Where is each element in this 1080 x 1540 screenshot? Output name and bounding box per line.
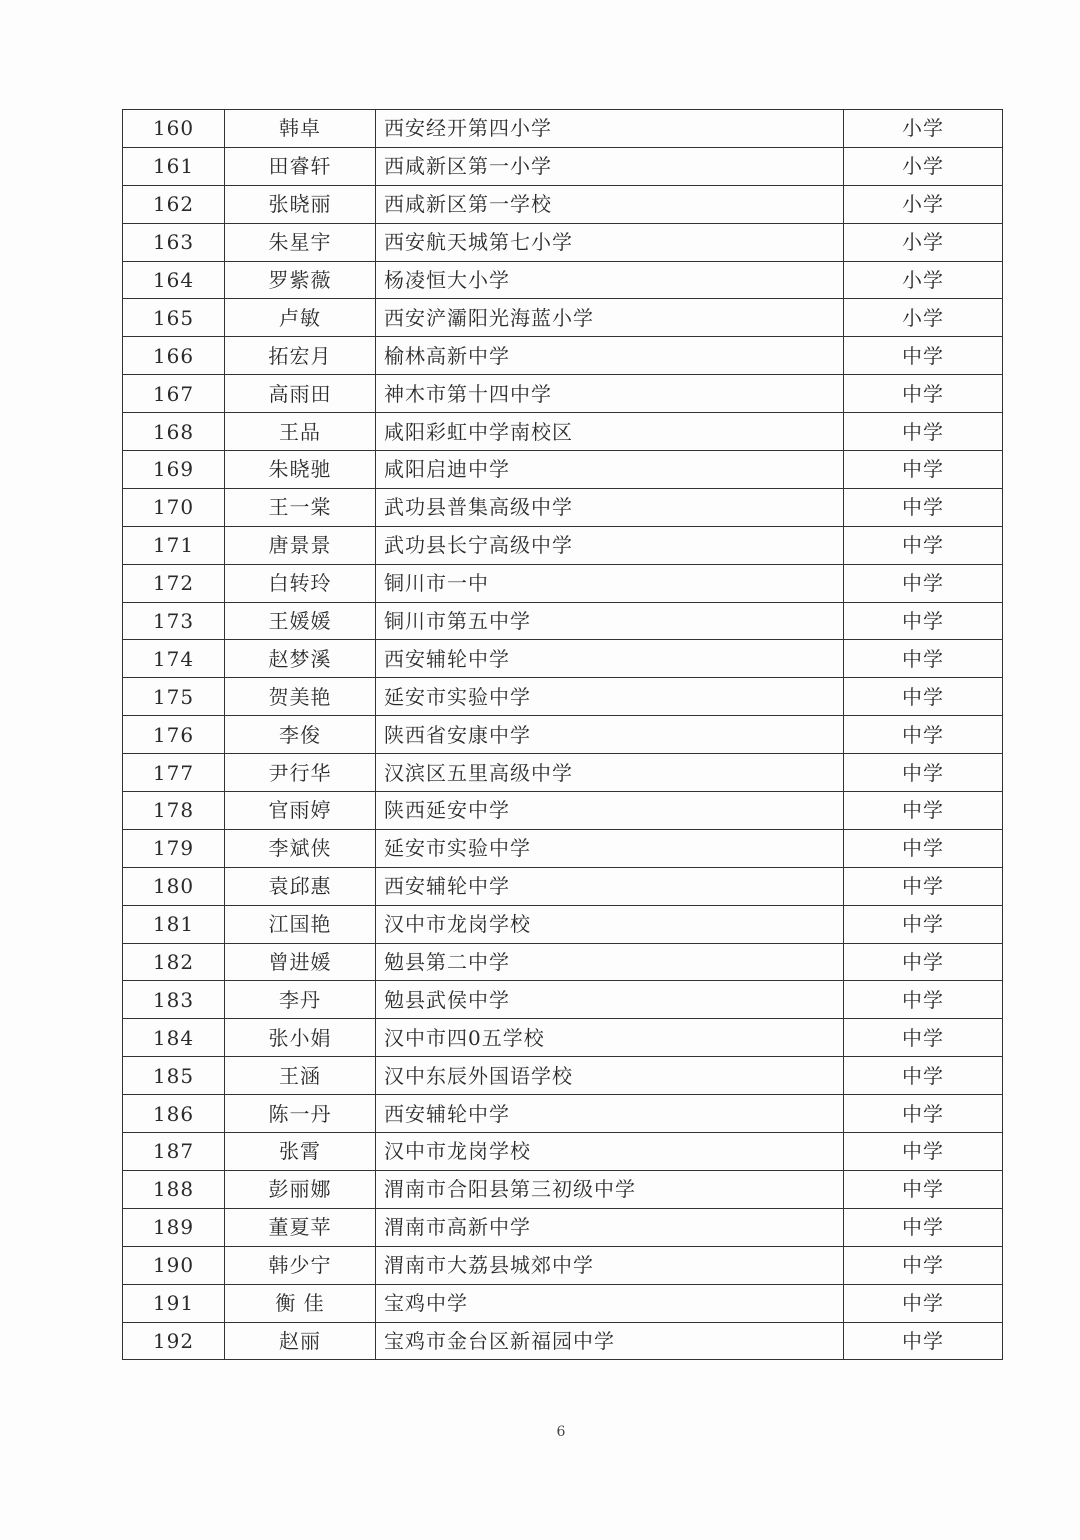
school-cell: 宝鸡中学	[376, 1284, 844, 1322]
school-cell: 西咸新区第一学校	[376, 185, 844, 223]
school-cell: 杨凌恒大小学	[376, 261, 844, 299]
table-row	[123, 792, 1003, 830]
table-row	[123, 1095, 1003, 1133]
row-number-cell: 162	[123, 185, 225, 223]
school-cell: 勉县武侯中学	[376, 981, 844, 1019]
name-cell: 唐景景	[225, 526, 376, 564]
row-number-cell: 184	[123, 1019, 225, 1057]
school-cell: 汉滨区五里高级中学	[376, 754, 844, 792]
row-number-cell: 161	[123, 147, 225, 185]
row-number-cell: 182	[123, 943, 225, 981]
level-cell: 中学	[844, 1322, 1003, 1360]
name-cell: 韩少宁	[225, 1246, 376, 1284]
row-number-cell: 168	[123, 413, 225, 451]
name-cell: 李斌侠	[225, 829, 376, 867]
page-number: 6	[556, 1424, 566, 1440]
row-number-cell: 190	[123, 1246, 225, 1284]
table-row	[123, 1246, 1003, 1284]
name-cell: 高雨田	[225, 375, 376, 413]
table-row	[123, 754, 1003, 792]
table-row	[123, 1019, 1003, 1057]
table-row	[123, 488, 1003, 526]
row-number-cell: 188	[123, 1170, 225, 1208]
table-row	[123, 413, 1003, 451]
school-cell: 西安航天城第七小学	[376, 223, 844, 261]
table-row	[123, 1284, 1003, 1322]
school-cell: 陕西延安中学	[376, 792, 844, 830]
table-row	[123, 526, 1003, 564]
table-row	[123, 1057, 1003, 1095]
school-cell: 铜川市第五中学	[376, 602, 844, 640]
row-number-cell: 172	[123, 564, 225, 602]
table-row	[123, 375, 1003, 413]
level-cell: 中学	[844, 640, 1003, 678]
name-cell: 王媛媛	[225, 602, 376, 640]
level-cell: 小学	[844, 261, 1003, 299]
school-cell: 神木市第十四中学	[376, 375, 844, 413]
name-cell: 张霄	[225, 1133, 376, 1171]
name-cell: 朱晓驰	[225, 451, 376, 489]
level-cell: 中学	[844, 1095, 1003, 1133]
name-cell: 张小娟	[225, 1019, 376, 1057]
table-row	[123, 110, 1003, 148]
name-cell: 李丹	[225, 981, 376, 1019]
award-list-table-container	[122, 109, 990, 1360]
level-cell: 中学	[844, 829, 1003, 867]
school-cell: 延安市实验中学	[376, 829, 844, 867]
level-cell: 中学	[844, 1170, 1003, 1208]
name-cell: 李俊	[225, 716, 376, 754]
level-cell: 中学	[844, 602, 1003, 640]
name-cell: 董夏苹	[225, 1208, 376, 1246]
table-body	[123, 110, 1003, 1360]
table-row	[123, 564, 1003, 602]
school-cell: 武功县长宁高级中学	[376, 526, 844, 564]
school-cell: 咸阳启迪中学	[376, 451, 844, 489]
level-cell: 中学	[844, 526, 1003, 564]
name-cell: 袁邱惠	[225, 867, 376, 905]
row-number-cell: 183	[123, 981, 225, 1019]
school-cell: 渭南市大荔县城郊中学	[376, 1246, 844, 1284]
table-row	[123, 223, 1003, 261]
row-number-cell: 177	[123, 754, 225, 792]
school-cell: 宝鸡市金台区新福园中学	[376, 1322, 844, 1360]
row-number-cell: 176	[123, 716, 225, 754]
row-number-cell: 187	[123, 1133, 225, 1171]
level-cell: 中学	[844, 678, 1003, 716]
level-cell: 中学	[844, 792, 1003, 830]
school-cell: 勉县第二中学	[376, 943, 844, 981]
table-row	[123, 337, 1003, 375]
name-cell: 衡 佳	[225, 1284, 376, 1322]
name-cell: 赵丽	[225, 1322, 376, 1360]
row-number-cell: 180	[123, 867, 225, 905]
level-cell: 中学	[844, 564, 1003, 602]
school-cell: 陕西省安康中学	[376, 716, 844, 754]
row-number-cell: 185	[123, 1057, 225, 1095]
table-row	[123, 299, 1003, 337]
level-cell: 小学	[844, 110, 1003, 148]
row-number-cell: 173	[123, 602, 225, 640]
table-row	[123, 1208, 1003, 1246]
school-cell: 武功县普集高级中学	[376, 488, 844, 526]
name-cell: 官雨婷	[225, 792, 376, 830]
row-number-cell: 160	[123, 110, 225, 148]
level-cell: 中学	[844, 943, 1003, 981]
row-number-cell: 181	[123, 905, 225, 943]
name-cell: 曾进媛	[225, 943, 376, 981]
school-cell: 西安辅轮中学	[376, 1095, 844, 1133]
table-row	[123, 829, 1003, 867]
school-cell: 西安辅轮中学	[376, 867, 844, 905]
name-cell: 赵梦溪	[225, 640, 376, 678]
name-cell: 尹行华	[225, 754, 376, 792]
award-list-table	[122, 109, 1003, 1360]
level-cell: 中学	[844, 1057, 1003, 1095]
school-cell: 汉中市龙岗学校	[376, 1133, 844, 1171]
row-number-cell: 167	[123, 375, 225, 413]
school-cell: 汉中市龙岗学校	[376, 905, 844, 943]
level-cell: 中学	[844, 413, 1003, 451]
table-row	[123, 602, 1003, 640]
row-number-cell: 178	[123, 792, 225, 830]
row-number-cell: 191	[123, 1284, 225, 1322]
row-number-cell: 164	[123, 261, 225, 299]
row-number-cell: 186	[123, 1095, 225, 1133]
table-row	[123, 678, 1003, 716]
name-cell: 拓宏月	[225, 337, 376, 375]
school-cell: 西安浐灞阳光海蓝小学	[376, 299, 844, 337]
school-cell: 西咸新区第一小学	[376, 147, 844, 185]
name-cell: 卢敏	[225, 299, 376, 337]
level-cell: 中学	[844, 488, 1003, 526]
level-cell: 小学	[844, 147, 1003, 185]
school-cell: 榆林高新中学	[376, 337, 844, 375]
table-row	[123, 1170, 1003, 1208]
table-row	[123, 905, 1003, 943]
row-number-cell: 179	[123, 829, 225, 867]
name-cell: 白转玲	[225, 564, 376, 602]
school-cell: 汉中东辰外国语学校	[376, 1057, 844, 1095]
level-cell: 中学	[844, 905, 1003, 943]
name-cell: 韩卓	[225, 110, 376, 148]
school-cell: 西安经开第四小学	[376, 110, 844, 148]
level-cell: 中学	[844, 1284, 1003, 1322]
table-row	[123, 1322, 1003, 1360]
row-number-cell: 166	[123, 337, 225, 375]
row-number-cell: 170	[123, 488, 225, 526]
school-cell: 汉中市四0五学校	[376, 1019, 844, 1057]
level-cell: 中学	[844, 716, 1003, 754]
level-cell: 中学	[844, 375, 1003, 413]
table-row	[123, 981, 1003, 1019]
name-cell: 罗紫薇	[225, 261, 376, 299]
row-number-cell: 192	[123, 1322, 225, 1360]
level-cell: 中学	[844, 1208, 1003, 1246]
name-cell: 王涵	[225, 1057, 376, 1095]
table-row	[123, 147, 1003, 185]
table-row	[123, 451, 1003, 489]
row-number-cell: 189	[123, 1208, 225, 1246]
name-cell: 江国艳	[225, 905, 376, 943]
school-cell: 咸阳彩虹中学南校区	[376, 413, 844, 451]
row-number-cell: 175	[123, 678, 225, 716]
level-cell: 小学	[844, 299, 1003, 337]
level-cell: 中学	[844, 867, 1003, 905]
row-number-cell: 171	[123, 526, 225, 564]
table-row	[123, 640, 1003, 678]
level-cell: 中学	[844, 1133, 1003, 1171]
level-cell: 中学	[844, 981, 1003, 1019]
name-cell: 王品	[225, 413, 376, 451]
school-cell: 延安市实验中学	[376, 678, 844, 716]
table-row	[123, 1133, 1003, 1171]
school-cell: 渭南市合阳县第三初级中学	[376, 1170, 844, 1208]
name-cell: 田睿轩	[225, 147, 376, 185]
row-number-cell: 174	[123, 640, 225, 678]
table-row	[123, 185, 1003, 223]
name-cell: 王一棠	[225, 488, 376, 526]
level-cell: 中学	[844, 754, 1003, 792]
level-cell: 中学	[844, 451, 1003, 489]
name-cell: 彭丽娜	[225, 1170, 376, 1208]
level-cell: 中学	[844, 337, 1003, 375]
row-number-cell: 163	[123, 223, 225, 261]
table-row	[123, 943, 1003, 981]
level-cell: 小学	[844, 185, 1003, 223]
table-row	[123, 716, 1003, 754]
row-number-cell: 169	[123, 451, 225, 489]
school-cell: 铜川市一中	[376, 564, 844, 602]
table-row	[123, 867, 1003, 905]
name-cell: 张晓丽	[225, 185, 376, 223]
level-cell: 中学	[844, 1246, 1003, 1284]
level-cell: 中学	[844, 1019, 1003, 1057]
row-number-cell: 165	[123, 299, 225, 337]
table-row	[123, 261, 1003, 299]
name-cell: 陈一丹	[225, 1095, 376, 1133]
school-cell: 西安辅轮中学	[376, 640, 844, 678]
name-cell: 朱星宇	[225, 223, 376, 261]
name-cell: 贺美艳	[225, 678, 376, 716]
school-cell: 渭南市高新中学	[376, 1208, 844, 1246]
level-cell: 小学	[844, 223, 1003, 261]
